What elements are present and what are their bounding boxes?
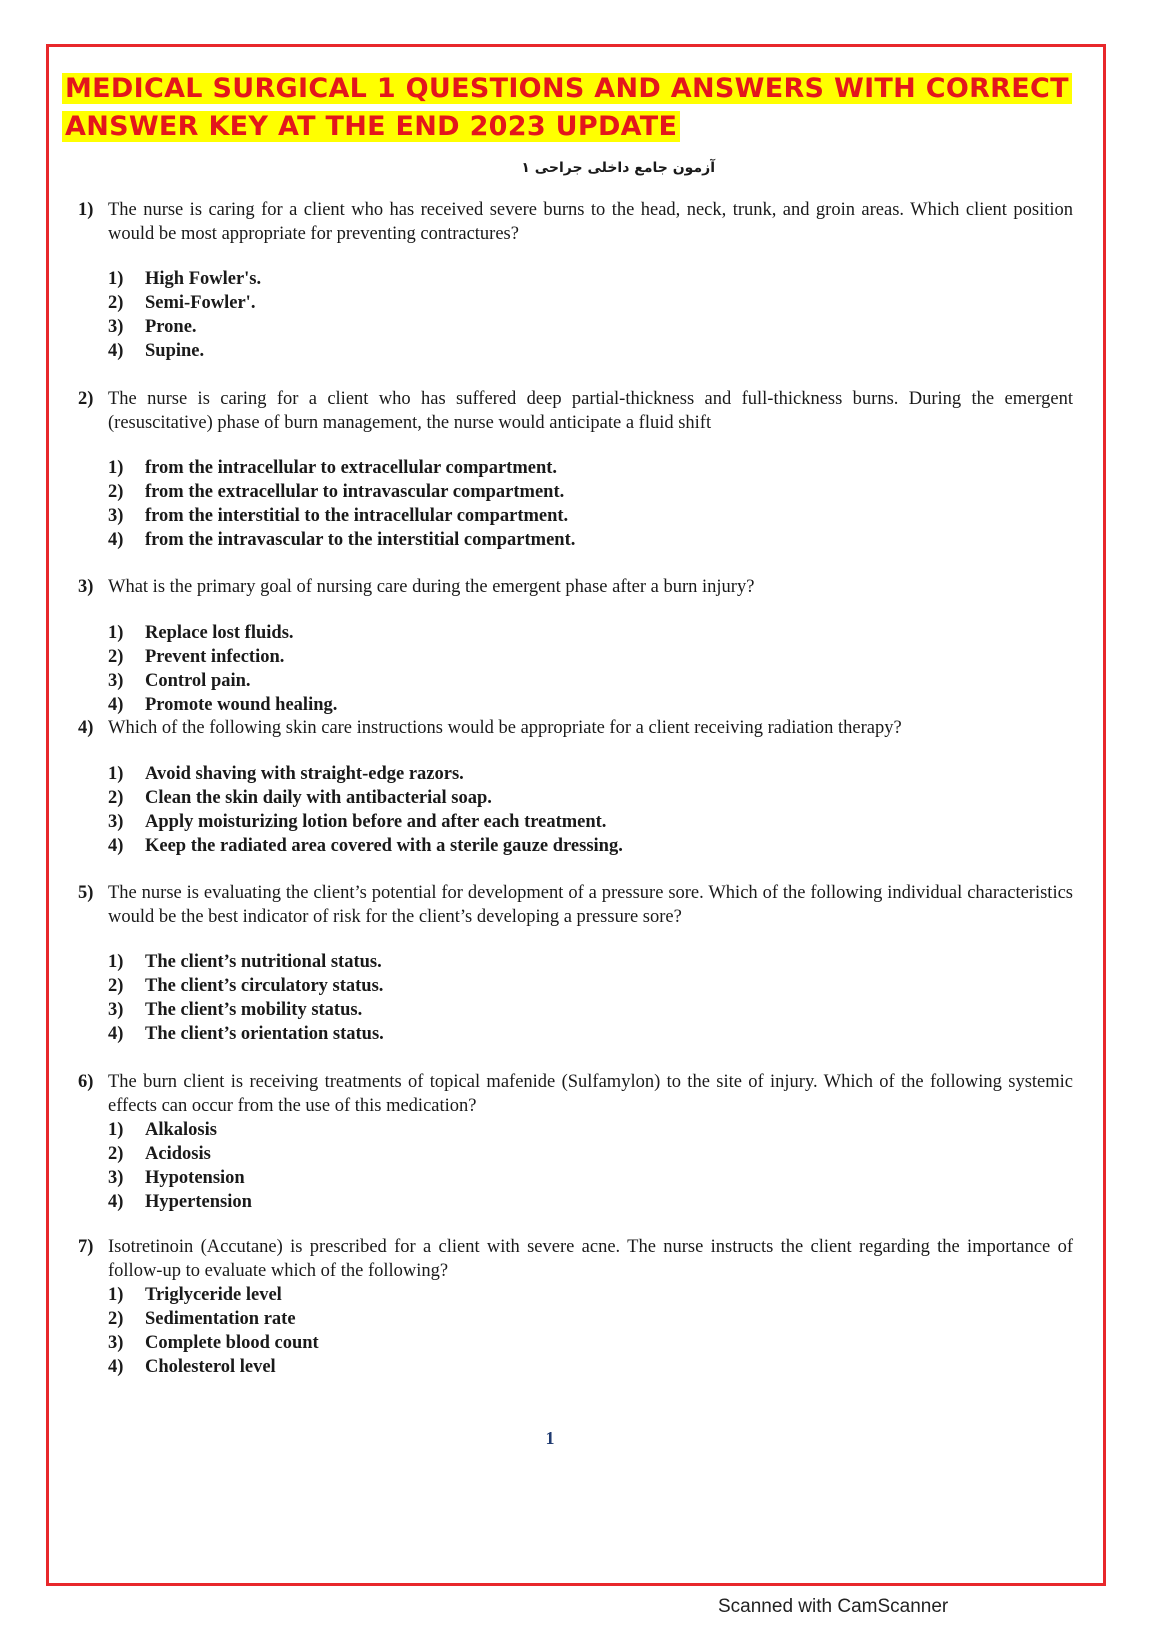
option: 4) Cholesterol level [108,1357,276,1377]
option: 3) Hypotension [108,1168,245,1188]
document-title: MEDICAL SURGICAL 1 QUESTIONS AND ANSWERS WITH CORRECT ANSWER KEY AT THE END 2023 UPDATE [62,70,1102,146]
option: 2) Semi-Fowler'. [108,293,256,313]
question-number: 7) [78,1237,94,1257]
option: 2) The client’s circulatory status. [108,976,384,996]
option-list [108,267,1073,363]
question-6 [78,1070,1073,1214]
question-text: The nurse is evaluating the client’s potential for development of a pressure sore. Which of the following individual characteristics would be the best indicator of risk for the client’s developing a pressure sore? [108,883,1073,927]
option-list [108,762,1073,858]
option: 2) Sedimentation rate [108,1309,296,1329]
scanner-watermark: Scanned with CamScanner [718,1596,949,1617]
option-list [108,456,1073,552]
option: 1) Alkalosis [108,1120,217,1140]
option: 3) Apply moisturizing lotion before and after each treatment. [108,812,607,832]
option: 4) Supine. [108,341,205,361]
option: 1) High Fowler's. [108,269,262,289]
option: 1) from the intracellular to extracellular compartment. [108,458,558,478]
option: 1) Triglyceride level [108,1285,282,1305]
option: 3) Control pain. [108,671,251,691]
question-number: 2) [78,389,94,409]
option: 1) Replace lost fluids. [108,623,294,643]
question-7 [78,1235,1073,1379]
option: 4) Promote wound healing. [108,695,338,715]
option: 1) The client’s nutritional status. [108,952,382,972]
question-number: 4) [78,718,94,738]
question-number: 6) [78,1072,94,1092]
question-text: The nurse is caring for a client who has received severe burns to the head, neck, trunk, and groin areas. Which client position would be most appropriate for preventing contractures? [108,200,1073,244]
question-5 [78,881,1073,1046]
option: 3) Complete blood count [108,1333,319,1353]
question-4 [78,716,1073,858]
option: 2) Prevent infection. [108,647,285,667]
question-text: The burn client is receiving treatments of topical mafenide (Sulfamylon) to the site of injury. Which of the following systemic effects can occur from the use of this medication? [108,1072,1073,1116]
question-1 [78,198,1073,363]
question-number: 3) [78,577,94,597]
option-list [108,950,1073,1046]
question-text: Which of the following skin care instructions would be appropriate for a client receiving radiation therapy? [108,718,902,738]
option: 2) Acidosis [108,1144,211,1164]
question-text: What is the primary goal of nursing care during the emergent phase after a burn injury? [108,577,755,597]
option: 3) from the interstitial to the intracellular compartment. [108,506,569,526]
option-list [108,1118,1073,1214]
option: 4) Hypertension [108,1192,252,1212]
question-2 [78,387,1073,552]
question-number: 1) [78,200,94,220]
option: 4) Keep the radiated area covered with a sterile gauze dressing. [108,836,623,856]
question-3 [78,575,1073,717]
option-list [108,621,1073,717]
option: 4) from the intravascular to the interstitial compartment. [108,530,576,550]
option: 2) from the extracellular to intravascular compartment. [108,482,565,502]
option: 1) Avoid shaving with straight-edge razors. [108,764,464,784]
option: 3) The client’s mobility status. [108,1000,363,1020]
question-text: Isotretinoin (Accutane) is prescribed for a client with severe acne. The nurse instructs the client regarding the importance of follow-up to evaluate which of the following? [108,1237,1073,1281]
question-text: The nurse is caring for a client who has suffered deep partial-thickness and full-thickness burns. During the emergent (resuscitative) phase of burn management, the nurse would anticipate a fluid shift [108,389,1073,433]
option: 3) Prone. [108,317,197,337]
document-subtitle: آزمون جامع داخلی جراحی ۱ [521,160,715,176]
option: 4) The client’s orientation status. [108,1024,384,1044]
page-number: 1 [545,1428,555,1448]
question-number: 5) [78,883,94,903]
option-list [108,1283,1073,1379]
option: 2) Clean the skin daily with antibacterial soap. [108,788,492,808]
